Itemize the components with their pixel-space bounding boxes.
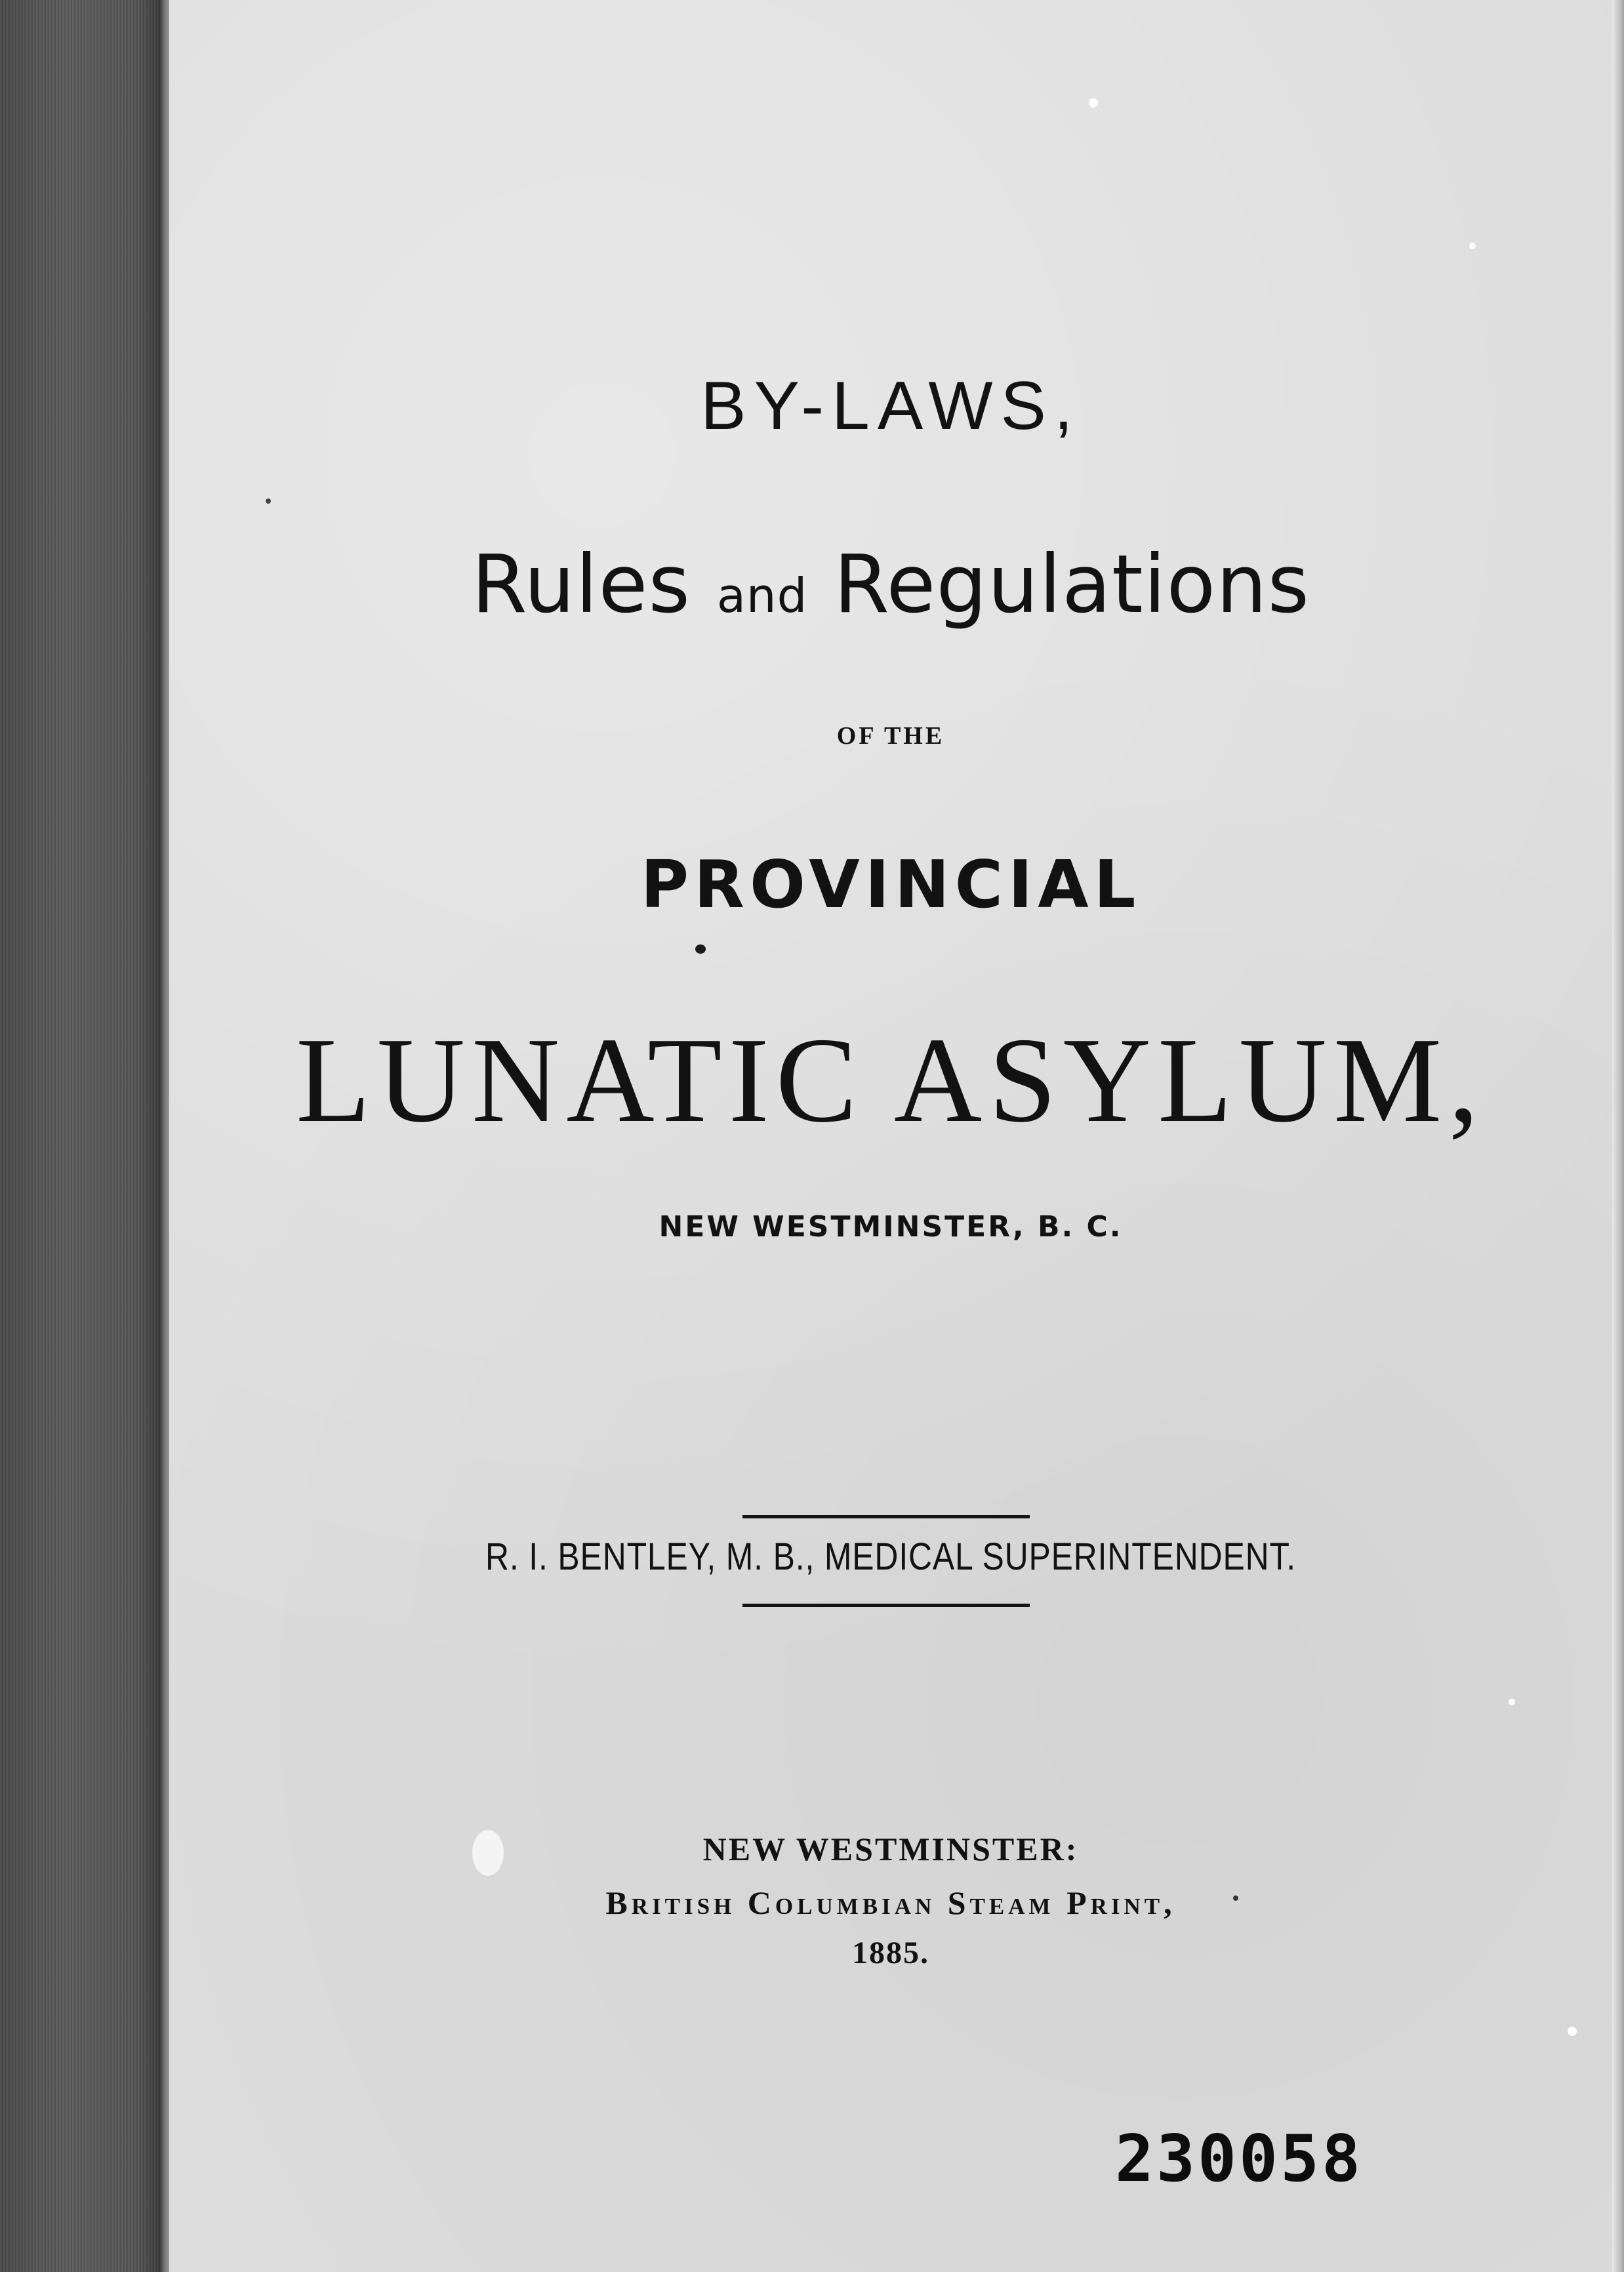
- imprint-printer: British Columbian Steam Print,: [605, 1884, 1176, 1921]
- scan-speck: [1509, 1699, 1515, 1705]
- scan-speck: [266, 498, 271, 504]
- scan-speck: [1568, 2027, 1577, 2036]
- title-location: NEW WESTMINSTER, B. C.: [659, 1210, 1123, 1244]
- title-regulations: Regulations: [834, 538, 1310, 631]
- book-binding: [0, 0, 161, 2272]
- title-provincial: PROVINCIAL: [640, 846, 1141, 923]
- imprint-year: 1885.: [852, 1936, 929, 1970]
- lower-rule: [742, 1604, 1030, 1607]
- title-rules-and-regulations: [169, 538, 1612, 631]
- binding-shadow: [159, 0, 169, 2272]
- scan-speck: [695, 944, 706, 954]
- author-line: R. I. BENTLEY, M. B., MEDICAL SUPERINTENDENT.: [485, 1535, 1297, 1578]
- catalog-number: 230058: [1115, 2122, 1364, 2197]
- title-rules: Rules: [471, 538, 691, 631]
- scan-speck: [1089, 98, 1098, 108]
- page-edge: [1612, 0, 1624, 2272]
- title-and: and: [716, 568, 808, 623]
- title-by-laws: BY-LAWS,: [700, 368, 1081, 444]
- upper-rule: [742, 1515, 1030, 1518]
- title-lunatic-asylum: LUNATIC ASYLUM,: [296, 1013, 1486, 1148]
- title-of-the: OF THE: [836, 722, 945, 750]
- imprint-city: NEW WESTMINSTER:: [702, 1831, 1079, 1867]
- scan-speck: [1469, 243, 1476, 249]
